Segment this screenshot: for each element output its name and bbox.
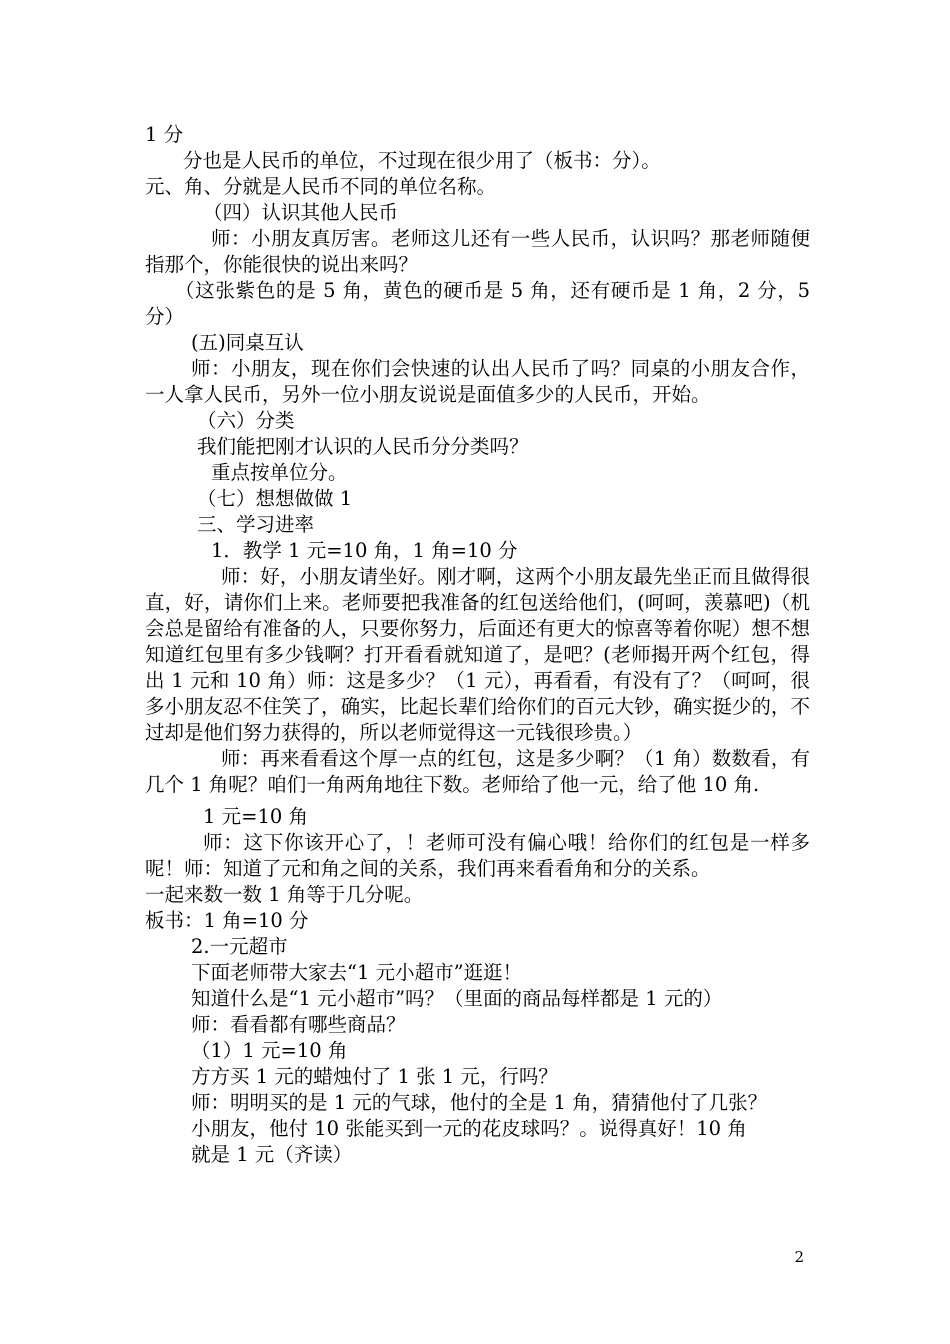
- paragraph: 一起来数一数 1 角等于几分呢。: [145, 883, 424, 906]
- paragraph: 师：明明买的是 1 元的气球，他付的全是 1 角，猜猜他付了几张？: [191, 1091, 768, 1114]
- section-heading: 2.一元超市: [191, 935, 288, 958]
- paragraph: 师：这下你该开心了，！老师可没有偏心哦！给你们的红包是一样多呢！师：知道了元和角之间的关系，我们再来看看角和分的关系。: [145, 831, 810, 880]
- section-heading: （六）分类: [197, 409, 295, 432]
- paragraph: 下面老师带大家去“1 元小超市”逛逛！: [191, 961, 523, 984]
- section-heading: （七）想想做做 1: [197, 487, 353, 510]
- paragraph: 师：看看都有哪些商品？: [191, 1013, 406, 1036]
- document-body: [145, 122, 810, 1168]
- section-heading: 三、学习进率: [197, 513, 315, 536]
- paragraph: 师：再来看看这个厚一点的红包，这是多少啊？（1 角）数数看，有几个 1 角呢？咱们一角两角地往下数。老师给了他一元，给了他 10 角.: [145, 747, 810, 796]
- paragraph: 师：小朋友真厉害。老师这儿还有一些人民币，认识吗？那老师随便指那个，你能很快的说出来吗？: [145, 227, 810, 276]
- paragraph: 师：好，小朋友请坐好。刚才啊，这两个小朋友最先坐正而且做得很直，好，请你们上来。老师要把我准备的红包送给他们，(呵呵，羡慕吧)（机会总是留给有准备的人，只要你努力，后面还有更大的惊喜等着你呢）想不想知道红包里有多少钱啊？打开看看就知道了，是吧？(老师揭开两个红包，得出 1 元和 10 角）师：这是多少？（1 元），再看看，有没有了？（呵呵，很多小朋友忍不住笑了，确实，比起长辈们给你们的百元大钞，确实挺少的，不过却是他们努力获得的，所以老师觉得这一元钱很珍贵。）: [145, 565, 810, 744]
- paragraph: 1 分: [145, 123, 184, 146]
- section-heading: （四）认识其他人民币: [203, 201, 399, 224]
- paragraph: 分也是人民币的单位，不过现在很少用了（板书：分）。: [183, 149, 661, 172]
- paragraph: （1）1 元=10 角: [191, 1039, 348, 1062]
- section-heading: (五)同桌互认: [191, 331, 304, 354]
- equation-line: 1 元=10 角: [203, 805, 308, 828]
- paragraph: 小朋友，他付 10 张能买到一元的花皮球吗？。说得真好！10 角: [191, 1117, 747, 1140]
- paragraph: 重点按单位分。: [211, 461, 348, 484]
- paragraph: 方方买 1 元的蜡烛付了 1 张 1 元，行吗？: [191, 1065, 558, 1088]
- page-number: 2: [794, 1248, 804, 1266]
- paragraph: 元、角、分就是人民币不同的单位名称。: [145, 175, 497, 198]
- paragraph: 就是 1 元（齐读）: [191, 1143, 353, 1166]
- paragraph: 师：小朋友，现在你们会快速的认出人民币了吗？同桌的小朋友合作，一人拿人民币，另外一位小朋友说说是面值多少的人民币，开始。: [145, 357, 810, 406]
- section-heading: 1．教学 1 元=10 角，1 角=10 分: [211, 539, 518, 562]
- paragraph: 知道什么是“1 元小超市”吗？（里面的商品每样都是 1 元的）: [191, 987, 723, 1010]
- paragraph: （这张紫色的是 5 角，黄色的硬币是 5 角，还有硬币是 1 角，2 分，5 分）: [145, 279, 810, 328]
- paragraph: 板书：1 角=10 分: [145, 909, 309, 932]
- paragraph: 我们能把刚才认识的人民币分分类吗？: [197, 435, 529, 458]
